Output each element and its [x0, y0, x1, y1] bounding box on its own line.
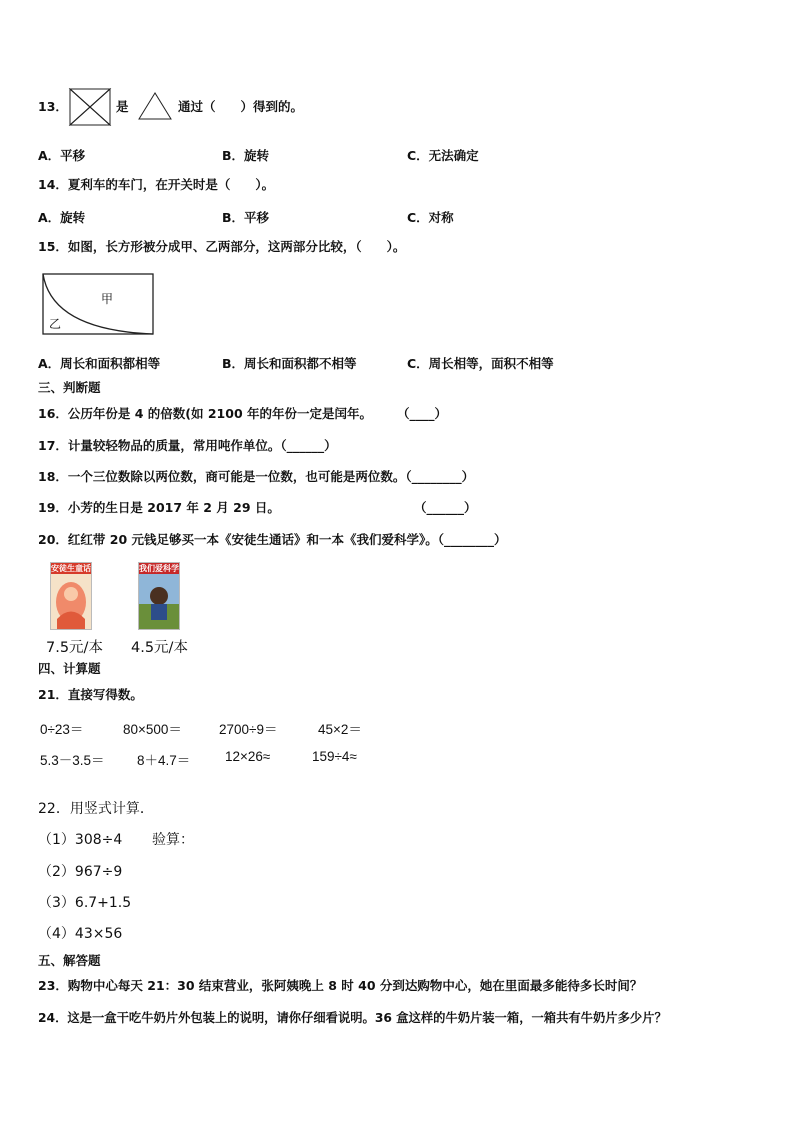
- book-cover-title: 我们爱科学: [139, 564, 179, 573]
- book-cover-art: [139, 574, 179, 629]
- book-cover-title: 安徒生童话: [51, 564, 91, 573]
- q23-text: 23．购物中心每天 21：30 结束营业，张阿姨晚上 8 时 40 分到达购物中心，她在里面最多能待多长时间？: [38, 978, 643, 993]
- q15-option-b[interactable]: B．周长和面积都不相等: [222, 356, 357, 371]
- q21-title: 21．直接写得数。: [38, 687, 143, 702]
- q22-item-4: （4）43×56: [38, 926, 123, 942]
- q19-text: 19．小芳的生日是 2017 年 2 月 29 日。: [38, 500, 280, 515]
- book-price-science: 4.5元/本: [131, 640, 188, 656]
- label-jia: 甲: [101, 292, 114, 306]
- q22-check-label: 验算：: [152, 832, 194, 848]
- calc-item: 2700÷9＝: [219, 722, 278, 737]
- calc-item: 0÷23＝: [40, 722, 84, 737]
- q22-item-1: （1）308÷4: [38, 832, 123, 848]
- section-4-heading: 四、计算题: [38, 661, 101, 676]
- q14-text: 14．夏利车的车门，在开关时是（ ）。: [38, 177, 275, 192]
- section-5-heading: 五、解答题: [38, 953, 101, 968]
- triangle-figure: [137, 91, 173, 121]
- calc-item: 12×26≈: [225, 749, 271, 764]
- q16-text: 16．公历年份是 4 的倍数(如 2100 年的年份一定是闰年。 （____）: [38, 406, 448, 421]
- q14-option-b[interactable]: B．平移: [222, 210, 270, 225]
- book-price-andersen: 7.5元/本: [46, 640, 103, 656]
- q20-text: 20．红红带 20 元钱足够买一本《安徒生通话》和一本《我们爱科学》。（________）: [38, 532, 507, 547]
- q13-text: 通过（ ）得到的。: [178, 99, 304, 114]
- q22-title: 22．用竖式计算．: [38, 801, 154, 817]
- calc-item: 80×500＝: [123, 722, 182, 737]
- q17-text: 17．计量较轻物品的质量，常用吨作单位。（______）: [38, 438, 337, 453]
- section-3-heading: 三、判断题: [38, 380, 101, 395]
- q13-option-b[interactable]: B．旋转: [222, 148, 270, 163]
- q15-option-c[interactable]: C．周长相等，面积不相等: [407, 356, 554, 371]
- calc-item: 45×2＝: [318, 722, 362, 737]
- q18-text: 18．一个三位数除以两位数，商可能是一位数，也可能是两位数。（________）: [38, 469, 475, 484]
- calc-item: 5.3－3.5＝: [40, 753, 105, 768]
- q13-number: 13．: [38, 99, 68, 114]
- book-cover-andersen: [50, 562, 92, 630]
- pinwheel-figure: [68, 87, 112, 127]
- label-yi: 乙: [49, 317, 62, 331]
- q14-option-a[interactable]: A．旋转: [38, 210, 86, 225]
- q15-text: 15．如图，长方形被分成甲、乙两部分，这两部分比较，（ ）。: [38, 239, 406, 254]
- q15-option-a[interactable]: A．周长和面积都相等: [38, 356, 161, 371]
- calc-item: 8＋4.7＝: [137, 753, 191, 768]
- calc-item: 159÷4≈: [312, 749, 357, 764]
- q19-blank[interactable]: （______）: [414, 500, 477, 515]
- q14-option-c[interactable]: C．对称: [407, 210, 454, 225]
- q22-item-2: （2）967÷9: [38, 864, 123, 880]
- book-cover-art: [51, 574, 91, 629]
- q13-is: 是: [116, 99, 129, 114]
- q24-text: 24．这是一盒干吃牛奶片外包装上的说明，请你仔细看说明。36 盒这样的牛奶片装一箱，一箱共有牛奶片多少片？: [38, 1011, 667, 1025]
- q13-option-c[interactable]: C．无法确定: [407, 148, 479, 163]
- book-cover-science: [138, 562, 180, 630]
- q13-option-a[interactable]: A．平移: [38, 148, 86, 163]
- q22-item-3: （3）6.7+1.5: [38, 895, 132, 911]
